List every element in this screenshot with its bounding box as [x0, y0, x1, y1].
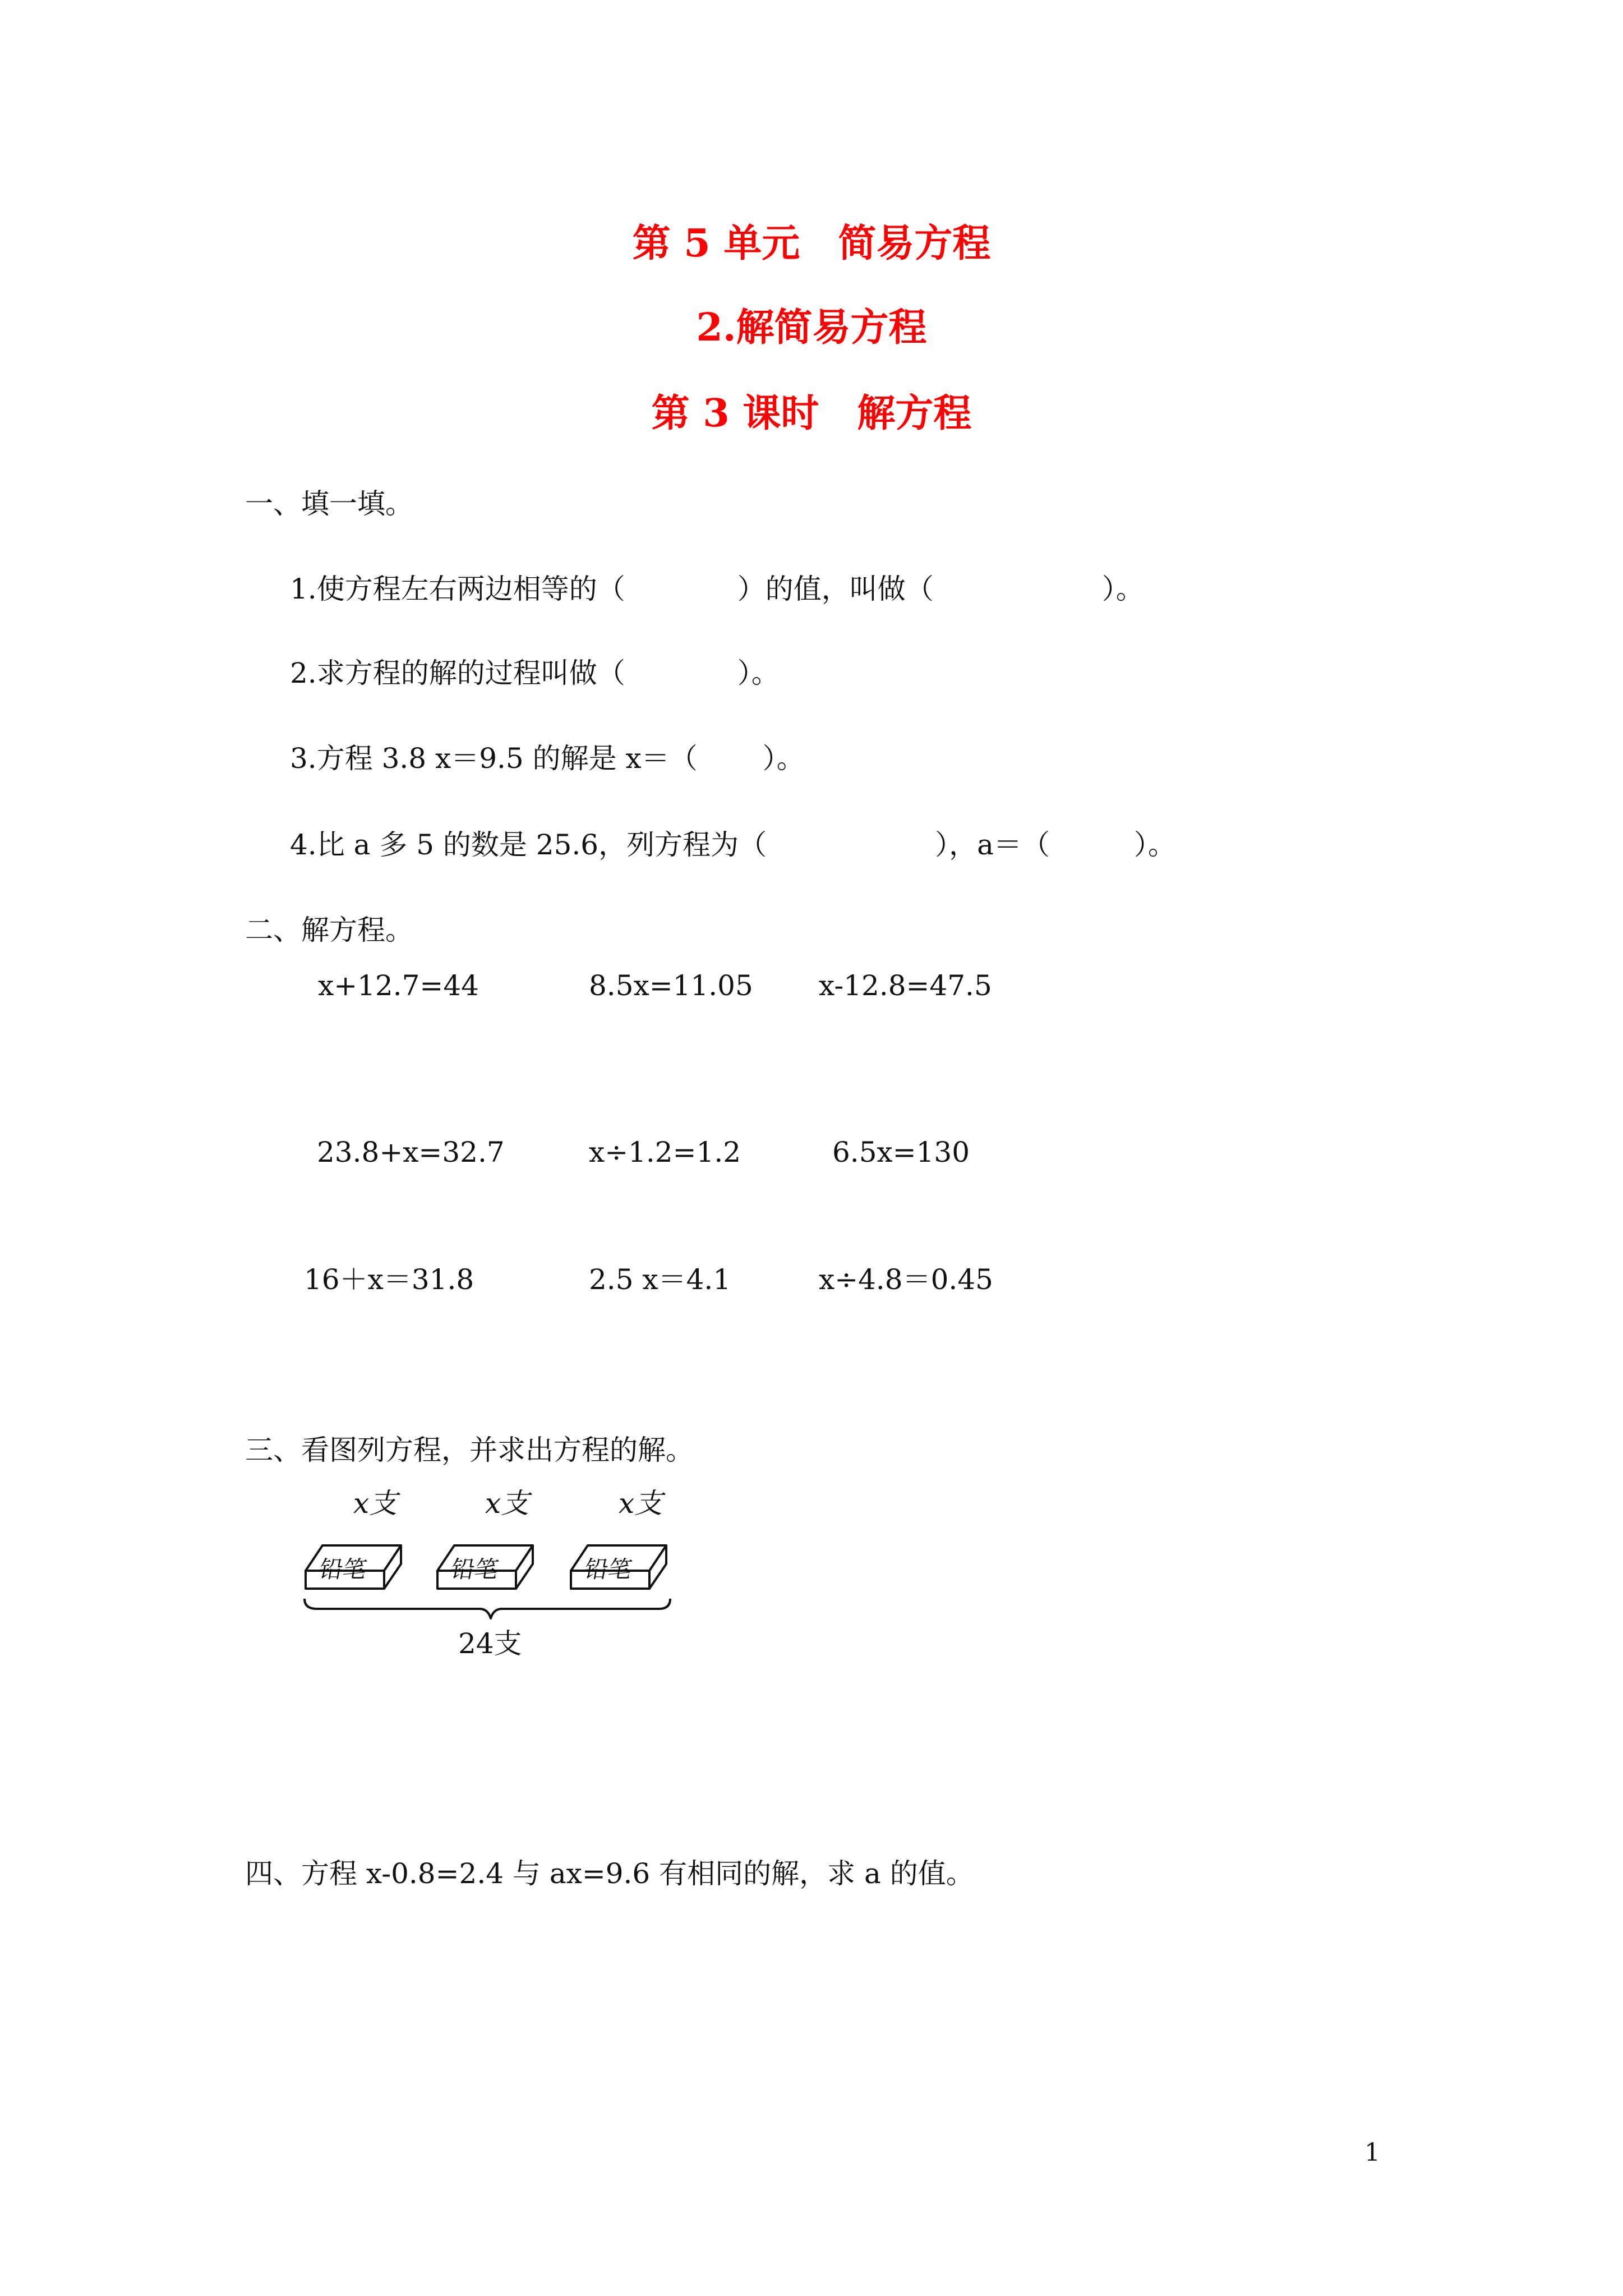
section4-heading: 四、方程 x-0.8=2.4 与 ax=9.6 有相同的解，求 a 的值。	[245, 1857, 974, 1890]
page-number: 1	[1364, 2138, 1380, 2167]
equation-2-1: 23.8+x=32.7	[317, 1136, 505, 1168]
equation-3-1: 16＋x＝31.8	[304, 1263, 474, 1296]
equation-1-2: 8.5x=11.05	[589, 969, 753, 1002]
equation-2-3: 6.5x=130	[832, 1136, 970, 1168]
fill-item-1: 1.使方程左右两边相等的（ ）的值，叫做（ ）。	[290, 573, 1144, 605]
lesson-title: 2.解简易方程	[696, 305, 927, 350]
equation-1-3: x-12.8=47.5	[819, 969, 992, 1002]
box-text-3: 铅笔	[582, 1556, 634, 1583]
box-label-2: x支	[485, 1487, 529, 1520]
section1-heading: 一、填一填。	[245, 487, 413, 520]
class-title: 第 3 课时 解方程	[651, 391, 972, 436]
box-label-3: x支	[619, 1487, 663, 1520]
section3-heading: 三、看图列方程，并求出方程的解。	[245, 1434, 694, 1466]
total-brace	[305, 1599, 670, 1618]
equation-3-2: 2.5 x＝4.1	[589, 1263, 731, 1296]
box-text-2: 铅笔	[449, 1556, 501, 1583]
total-label: 24支	[458, 1627, 522, 1660]
fill-item-2: 2.求方程的解的过程叫做（ ）。	[290, 657, 780, 689]
pencil-boxes-figure	[300, 1481, 687, 1660]
unit-title: 第 5 单元 简易方程	[632, 221, 991, 266]
section2-heading: 二、解方程。	[245, 914, 413, 946]
equation-3-3: x÷4.8＝0.45	[819, 1263, 993, 1296]
box-label-1: x支	[353, 1487, 398, 1520]
equation-2-2: x÷1.2=1.2	[589, 1136, 741, 1168]
fill-item-3: 3.方程 3.8 x＝9.5 的解是 x＝（ ）。	[290, 742, 805, 775]
fill-item-4: 4.比 a 多 5 的数是 25.6，列方程为（ ），a＝（ ）。	[290, 829, 1176, 861]
box-text-1: 铅笔	[317, 1556, 369, 1583]
equation-1-1: x+12.7=44	[318, 969, 479, 1002]
